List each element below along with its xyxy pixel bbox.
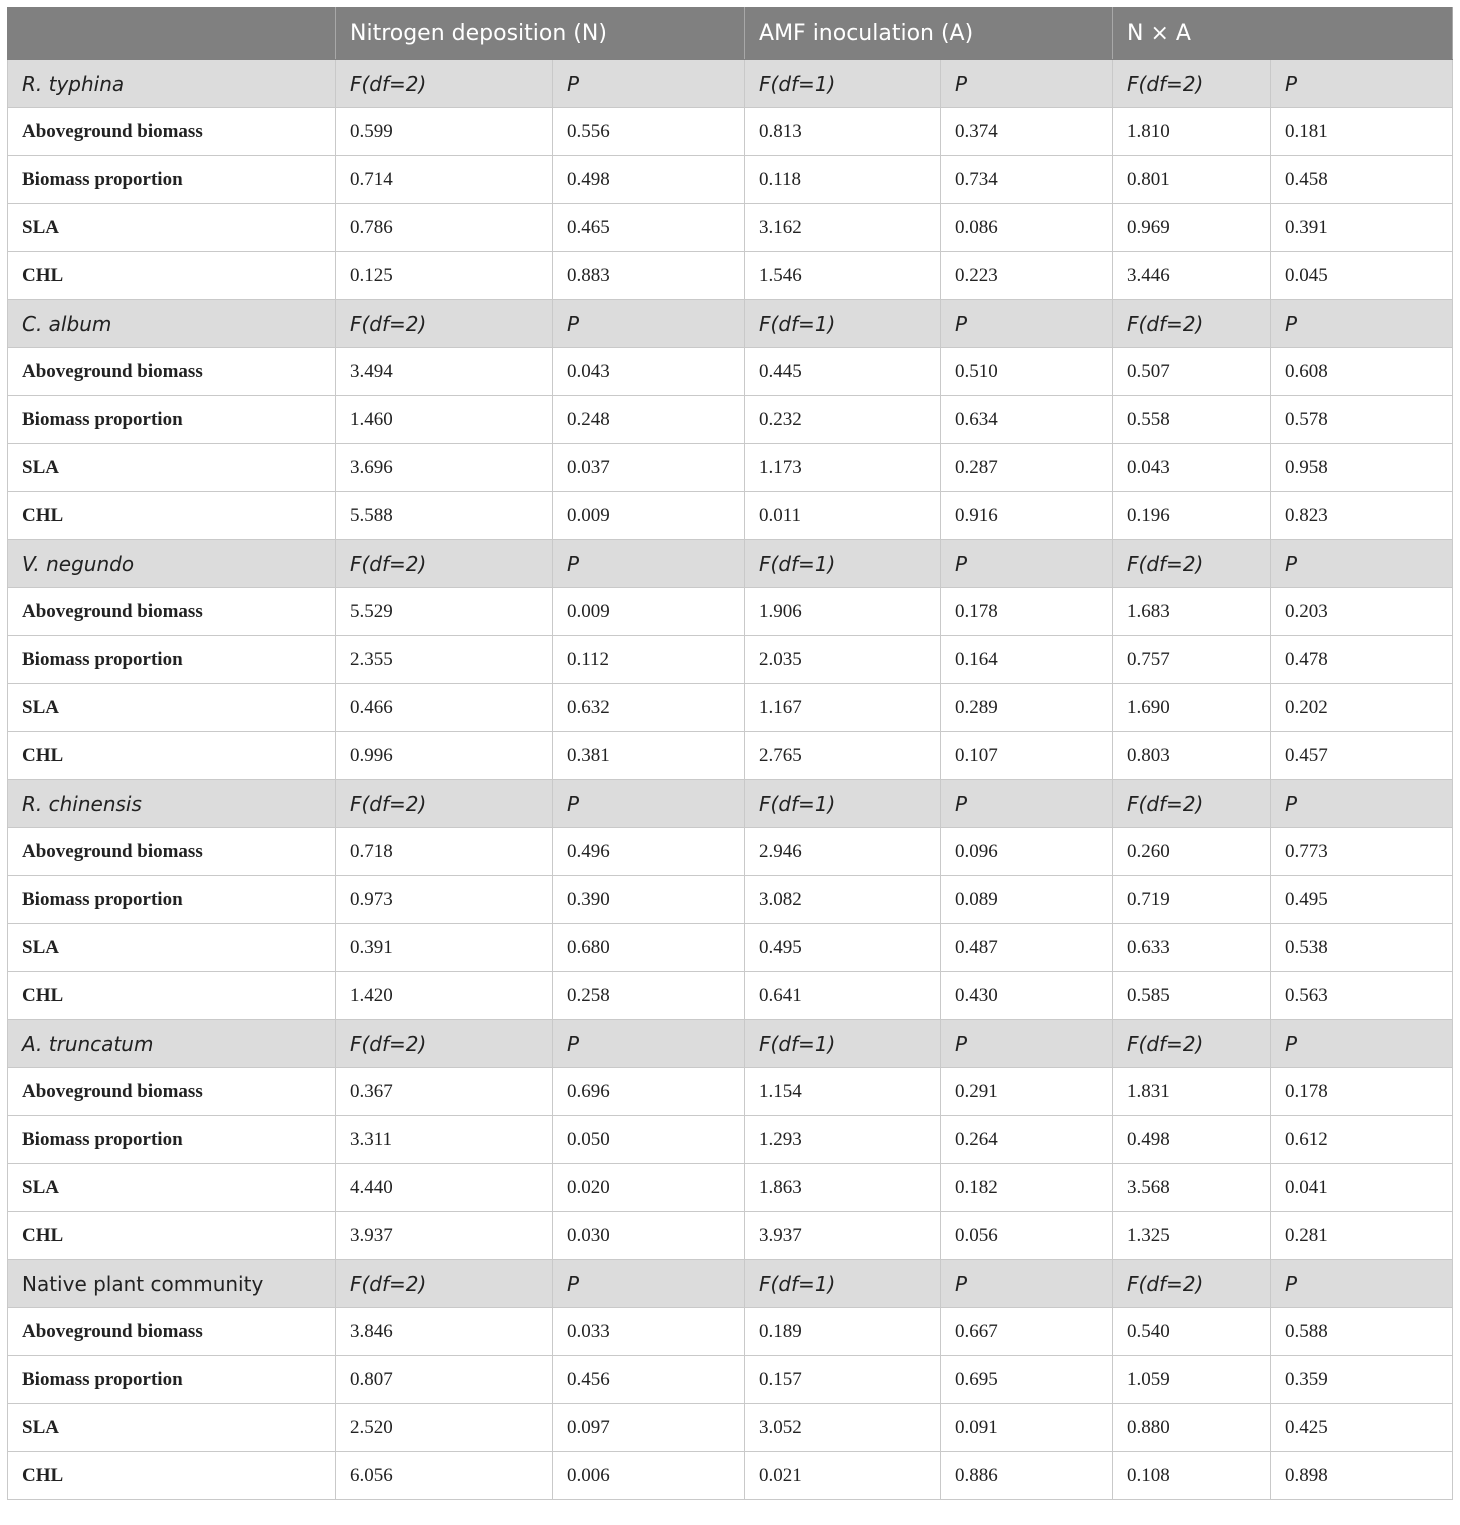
table-row <box>8 636 1453 684</box>
species-header-row <box>8 60 1453 108</box>
measure-label: CHL <box>8 972 336 1020</box>
anova-table <box>7 7 1453 1500</box>
table-cell: 0.719 <box>1113 876 1271 924</box>
species-header-row <box>8 780 1453 828</box>
table-cell: 0.456 <box>553 1356 745 1404</box>
table-row <box>8 924 1453 972</box>
table-cell: 0.203 <box>1271 588 1453 636</box>
table-cell: 0.465 <box>553 204 745 252</box>
table-cell: 0.006 <box>553 1452 745 1500</box>
table-cell: 3.568 <box>1113 1164 1271 1212</box>
stat-label: F(df=2) <box>1113 60 1271 108</box>
table-cell: 0.030 <box>553 1212 745 1260</box>
stat-label: F(df=1) <box>745 780 941 828</box>
table-cell: 2.946 <box>745 828 941 876</box>
table-cell: 0.807 <box>336 1356 553 1404</box>
table-cell: 0.498 <box>553 156 745 204</box>
stat-label: P <box>553 540 745 588</box>
table-cell: 3.846 <box>336 1308 553 1356</box>
table-cell: 0.969 <box>1113 204 1271 252</box>
table-cell: 0.118 <box>745 156 941 204</box>
table-cell: 5.529 <box>336 588 553 636</box>
stat-label: P <box>553 780 745 828</box>
table-cell: 0.507 <box>1113 348 1271 396</box>
table-cell: 2.355 <box>336 636 553 684</box>
table-row <box>8 1212 1453 1260</box>
table-cell: 0.996 <box>336 732 553 780</box>
table-cell: 0.510 <box>941 348 1113 396</box>
table-cell: 0.041 <box>1271 1164 1453 1212</box>
table-cell: 0.773 <box>1271 828 1453 876</box>
stat-label: F(df=1) <box>745 1260 941 1308</box>
table-row <box>8 1308 1453 1356</box>
table-cell: 0.696 <box>553 1068 745 1116</box>
table-row <box>8 1164 1453 1212</box>
table-cell: 2.035 <box>745 636 941 684</box>
table-cell: 0.097 <box>553 1404 745 1452</box>
table-cell: 0.695 <box>941 1356 1113 1404</box>
species-name: V. negundo <box>8 540 336 588</box>
measure-label: Biomass proportion <box>8 876 336 924</box>
table-header-row <box>8 8 1453 60</box>
measure-label: SLA <box>8 204 336 252</box>
table-row <box>8 492 1453 540</box>
measure-label: CHL <box>8 1452 336 1500</box>
table-cell: 2.765 <box>745 732 941 780</box>
stat-label: F(df=2) <box>336 1020 553 1068</box>
stat-label: F(df=2) <box>1113 300 1271 348</box>
measure-label: SLA <box>8 1404 336 1452</box>
table-cell: 0.196 <box>1113 492 1271 540</box>
table-cell: 0.425 <box>1271 1404 1453 1452</box>
table-cell: 3.937 <box>336 1212 553 1260</box>
table-row <box>8 156 1453 204</box>
table-cell: 0.558 <box>1113 396 1271 444</box>
table-cell: 0.164 <box>941 636 1113 684</box>
table-cell: 0.258 <box>553 972 745 1020</box>
table-cell: 0.641 <box>745 972 941 1020</box>
table-cell: 5.588 <box>336 492 553 540</box>
table-cell: 0.880 <box>1113 1404 1271 1452</box>
table-cell: 0.599 <box>336 108 553 156</box>
table-cell: 0.898 <box>1271 1452 1453 1500</box>
table-row <box>8 876 1453 924</box>
stat-label: F(df=2) <box>336 540 553 588</box>
table-cell: 0.181 <box>1271 108 1453 156</box>
table-cell: 0.096 <box>941 828 1113 876</box>
table-cell: 0.157 <box>745 1356 941 1404</box>
table-cell: 3.446 <box>1113 252 1271 300</box>
table-cell: 1.154 <box>745 1068 941 1116</box>
stat-label: F(df=2) <box>336 60 553 108</box>
table-row <box>8 396 1453 444</box>
table-cell: 0.496 <box>553 828 745 876</box>
table-cell: 1.420 <box>336 972 553 1020</box>
measure-label: SLA <box>8 684 336 732</box>
table-row <box>8 1452 1453 1500</box>
table-cell: 0.718 <box>336 828 553 876</box>
header-amf-inoculation: AMF inoculation (A) <box>745 8 1113 60</box>
stat-label: P <box>553 60 745 108</box>
stat-label: F(df=2) <box>336 780 553 828</box>
species-name: A. truncatum <box>8 1020 336 1068</box>
stat-label: F(df=2) <box>1113 1020 1271 1068</box>
table-cell: 0.801 <box>1113 156 1271 204</box>
table-cell: 0.260 <box>1113 828 1271 876</box>
table-cell: 1.460 <box>336 396 553 444</box>
stat-label: P <box>941 540 1113 588</box>
table-cell: 0.588 <box>1271 1308 1453 1356</box>
table-row <box>8 1116 1453 1164</box>
species-header-row <box>8 1260 1453 1308</box>
stat-label: F(df=1) <box>745 540 941 588</box>
table-cell: 0.232 <box>745 396 941 444</box>
table-cell: 0.107 <box>941 732 1113 780</box>
table-cell: 3.052 <box>745 1404 941 1452</box>
table-row <box>8 108 1453 156</box>
table-cell: 0.125 <box>336 252 553 300</box>
stat-label: P <box>941 300 1113 348</box>
measure-label: CHL <box>8 732 336 780</box>
table-row <box>8 204 1453 252</box>
stat-label: F(df=2) <box>1113 540 1271 588</box>
stat-label: F(df=1) <box>745 1020 941 1068</box>
table-cell: 0.612 <box>1271 1116 1453 1164</box>
stat-label: F(df=2) <box>336 300 553 348</box>
table-cell: 0.011 <box>745 492 941 540</box>
table-cell: 3.696 <box>336 444 553 492</box>
measure-label: Biomass proportion <box>8 396 336 444</box>
table-cell: 0.495 <box>745 924 941 972</box>
table-cell: 3.311 <box>336 1116 553 1164</box>
table-cell: 0.458 <box>1271 156 1453 204</box>
table-cell: 1.293 <box>745 1116 941 1164</box>
table-cell: 0.478 <box>1271 636 1453 684</box>
stat-label: P <box>941 60 1113 108</box>
stat-label: P <box>1271 1020 1453 1068</box>
measure-label: Aboveground biomass <box>8 588 336 636</box>
table-cell: 3.082 <box>745 876 941 924</box>
table-cell: 1.863 <box>745 1164 941 1212</box>
stat-label: F(df=2) <box>1113 780 1271 828</box>
stat-label: P <box>1271 540 1453 588</box>
table-cell: 0.813 <box>745 108 941 156</box>
stat-label: P <box>1271 60 1453 108</box>
measure-label: CHL <box>8 492 336 540</box>
table-cell: 0.050 <box>553 1116 745 1164</box>
table-cell: 1.906 <box>745 588 941 636</box>
stat-label: F(df=2) <box>336 1260 553 1308</box>
stat-label: P <box>941 1260 1113 1308</box>
measure-label: Biomass proportion <box>8 156 336 204</box>
table-cell: 0.973 <box>336 876 553 924</box>
table-row <box>8 684 1453 732</box>
table-cell: 0.367 <box>336 1068 553 1116</box>
table-cell: 1.325 <box>1113 1212 1271 1260</box>
table-cell: 0.248 <box>553 396 745 444</box>
table-cell: 0.786 <box>336 204 553 252</box>
measure-label: Biomass proportion <box>8 1116 336 1164</box>
measure-label: SLA <box>8 444 336 492</box>
table-cell: 0.381 <box>553 732 745 780</box>
table-cell: 3.494 <box>336 348 553 396</box>
header-nitrogen-deposition: Nitrogen deposition (N) <box>336 8 745 60</box>
species-name: R. chinensis <box>8 780 336 828</box>
measure-label: CHL <box>8 252 336 300</box>
table-body <box>8 60 1453 1500</box>
table-row <box>8 1404 1453 1452</box>
table-cell: 0.823 <box>1271 492 1453 540</box>
table-cell: 0.430 <box>941 972 1113 1020</box>
table-cell: 0.043 <box>553 348 745 396</box>
table-cell: 0.498 <box>1113 1116 1271 1164</box>
table-cell: 3.937 <box>745 1212 941 1260</box>
species-name: C. album <box>8 300 336 348</box>
stat-label: P <box>941 780 1113 828</box>
table-cell: 1.810 <box>1113 108 1271 156</box>
table-cell: 0.958 <box>1271 444 1453 492</box>
table-cell: 0.091 <box>941 1404 1113 1452</box>
table-cell: 0.287 <box>941 444 1113 492</box>
species-header-row <box>8 540 1453 588</box>
table-cell: 0.009 <box>553 492 745 540</box>
table-cell: 0.223 <box>941 252 1113 300</box>
measure-label: Biomass proportion <box>8 1356 336 1404</box>
table-row <box>8 732 1453 780</box>
table-cell: 0.390 <box>553 876 745 924</box>
table-row <box>8 348 1453 396</box>
header-interaction: N × A <box>1113 8 1453 60</box>
stat-label: P <box>941 1020 1113 1068</box>
table-cell: 0.634 <box>941 396 1113 444</box>
table-cell: 1.167 <box>745 684 941 732</box>
table-cell: 0.089 <box>941 876 1113 924</box>
table-cell: 0.495 <box>1271 876 1453 924</box>
table-cell: 0.291 <box>941 1068 1113 1116</box>
table-cell: 0.178 <box>1271 1068 1453 1116</box>
species-header-row <box>8 300 1453 348</box>
table-cell: 0.112 <box>553 636 745 684</box>
measure-label: Aboveground biomass <box>8 828 336 876</box>
table-cell: 0.033 <box>553 1308 745 1356</box>
measure-label: Aboveground biomass <box>8 348 336 396</box>
table-cell: 0.916 <box>941 492 1113 540</box>
table-row <box>8 1068 1453 1116</box>
table-cell: 4.440 <box>336 1164 553 1212</box>
table-row <box>8 252 1453 300</box>
table-cell: 0.734 <box>941 156 1113 204</box>
table-cell: 0.086 <box>941 204 1113 252</box>
table-cell: 0.563 <box>1271 972 1453 1020</box>
species-name: Native plant community <box>8 1260 336 1308</box>
species-name: R. typhina <box>8 60 336 108</box>
table-cell: 0.680 <box>553 924 745 972</box>
measure-label: Aboveground biomass <box>8 108 336 156</box>
table-cell: 0.289 <box>941 684 1113 732</box>
table-cell: 0.466 <box>336 684 553 732</box>
stat-label: F(df=1) <box>745 60 941 108</box>
table-cell: 0.009 <box>553 588 745 636</box>
table-cell: 0.043 <box>1113 444 1271 492</box>
table-cell: 0.578 <box>1271 396 1453 444</box>
table-cell: 0.281 <box>1271 1212 1453 1260</box>
table-cell: 1.059 <box>1113 1356 1271 1404</box>
table-cell: 1.173 <box>745 444 941 492</box>
table-cell: 0.487 <box>941 924 1113 972</box>
table-cell: 0.108 <box>1113 1452 1271 1500</box>
table-cell: 0.757 <box>1113 636 1271 684</box>
table-cell: 0.202 <box>1271 684 1453 732</box>
stat-label: P <box>1271 780 1453 828</box>
table-cell: 0.445 <box>745 348 941 396</box>
table-cell: 1.546 <box>745 252 941 300</box>
table-cell: 0.883 <box>553 252 745 300</box>
table-cell: 1.690 <box>1113 684 1271 732</box>
measure-label: Biomass proportion <box>8 636 336 684</box>
table-cell: 0.021 <box>745 1452 941 1500</box>
stat-label: P <box>553 300 745 348</box>
species-header-row <box>8 1020 1453 1068</box>
table-cell: 0.585 <box>1113 972 1271 1020</box>
table-cell: 0.056 <box>941 1212 1113 1260</box>
measure-label: SLA <box>8 1164 336 1212</box>
table-row <box>8 444 1453 492</box>
table-cell: 0.037 <box>553 444 745 492</box>
table-cell: 0.556 <box>553 108 745 156</box>
table-cell: 0.457 <box>1271 732 1453 780</box>
table-cell: 0.178 <box>941 588 1113 636</box>
table-cell: 0.359 <box>1271 1356 1453 1404</box>
stat-label: P <box>1271 300 1453 348</box>
table-cell: 1.683 <box>1113 588 1271 636</box>
table-cell: 2.520 <box>336 1404 553 1452</box>
table-cell: 1.831 <box>1113 1068 1271 1116</box>
table-cell: 0.633 <box>1113 924 1271 972</box>
header-blank <box>8 8 336 60</box>
table-cell: 6.056 <box>336 1452 553 1500</box>
table-cell: 0.391 <box>1271 204 1453 252</box>
table-cell: 0.803 <box>1113 732 1271 780</box>
stat-label: P <box>553 1260 745 1308</box>
table-cell: 0.714 <box>336 156 553 204</box>
table-row <box>8 828 1453 876</box>
table-cell: 0.632 <box>553 684 745 732</box>
stat-label: F(df=1) <box>745 300 941 348</box>
table-cell: 0.667 <box>941 1308 1113 1356</box>
table-cell: 0.608 <box>1271 348 1453 396</box>
table-cell: 0.391 <box>336 924 553 972</box>
table-row <box>8 1356 1453 1404</box>
table-cell: 0.020 <box>553 1164 745 1212</box>
table-cell: 0.374 <box>941 108 1113 156</box>
table-cell: 0.264 <box>941 1116 1113 1164</box>
table-row <box>8 972 1453 1020</box>
table-cell: 0.182 <box>941 1164 1113 1212</box>
table-cell: 0.045 <box>1271 252 1453 300</box>
measure-label: SLA <box>8 924 336 972</box>
measure-label: Aboveground biomass <box>8 1308 336 1356</box>
table-cell: 0.189 <box>745 1308 941 1356</box>
measure-label: Aboveground biomass <box>8 1068 336 1116</box>
stat-label: P <box>553 1020 745 1068</box>
stat-label: F(df=2) <box>1113 1260 1271 1308</box>
table-cell: 3.162 <box>745 204 941 252</box>
table-cell: 0.886 <box>941 1452 1113 1500</box>
stat-label: P <box>1271 1260 1453 1308</box>
measure-label: CHL <box>8 1212 336 1260</box>
table-row <box>8 588 1453 636</box>
table-cell: 0.540 <box>1113 1308 1271 1356</box>
table-cell: 0.538 <box>1271 924 1453 972</box>
